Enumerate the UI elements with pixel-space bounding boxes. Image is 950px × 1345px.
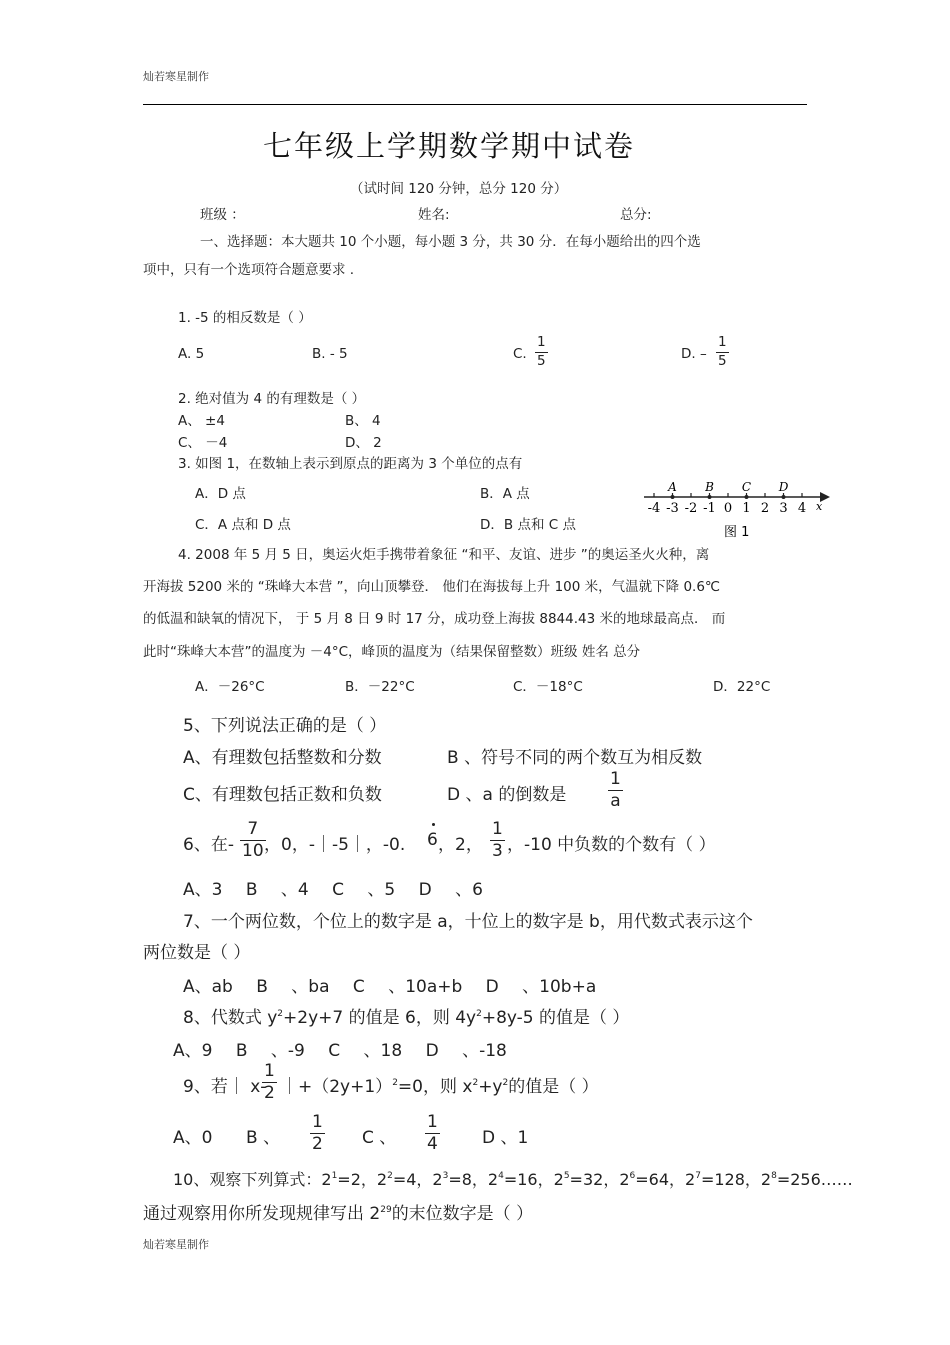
number-line-tick-label: 1 <box>742 501 751 516</box>
q4-option-a: A．－26°C <box>195 679 265 695</box>
q4-line-1: 4. 2008 年 5 月 5 日，奥运火炬手携带着象征 “和平、友谊、进步 ”的奥运圣火火种，离 <box>178 547 710 563</box>
q9-option-c-fraction: $\frac{1}{4}$ <box>427 1112 438 1154</box>
q10-power-exponent: 2 <box>387 1171 393 1181</box>
q1-option-d-label: D. – <box>681 346 707 362</box>
q5-option-d-fraction: $\frac{1}{a}$ <box>610 769 621 811</box>
q2-stem: 2. 绝对值为 4 的有理数是（ ） <box>178 391 366 407</box>
q1-option-b: B. - 5 <box>312 346 348 362</box>
number-line-point <box>671 495 675 499</box>
header-rule <box>143 104 807 105</box>
q2-option-b: B、 4 <box>345 413 381 429</box>
q8-options: A、9 B 、-9 C 、18 D 、-18 <box>173 1041 507 1061</box>
q8-stem: 8、代数式 $y^2+2y+7$ 的值是 6，则 $4y^2+8y-5$ 的值是（ ） <box>183 1008 630 1028</box>
axis-label-x: x <box>816 500 823 513</box>
q2-option-d: D、 2 <box>345 435 382 451</box>
q10-power-result: =16， <box>503 1170 554 1189</box>
q6-repeating-dot <box>432 823 435 826</box>
number-line-tick-label: -1 <box>703 501 716 516</box>
q10-power-exponent: 7 <box>695 1171 701 1181</box>
number-line-point-label: D <box>778 480 789 494</box>
q10-power-result: =128， <box>700 1170 761 1189</box>
q10-power-exponent: 6 <box>629 1171 636 1181</box>
q5-option-b: B 、符号不同的两个数互为相反数 <box>447 748 703 768</box>
q10-power-base: 2 <box>432 1170 443 1189</box>
q9-part-1: 9、若｜ x- <box>183 1077 267 1097</box>
q6-repeating-digit: 6 <box>427 830 438 850</box>
section-instructions-1: 一、选择题：本大题共 10 个小题，每小题 3 分，共 30 分．在每小题给出的四个选 <box>200 234 701 250</box>
q10-line-1: 10、观察下列算式：$2^1=2$，$2^2=4$，$2^3=8$，$2^4=16$，$2^5=32$，$2^6=64$，$2^7=128$，$2^8=256\dots\dots$ <box>173 1170 853 1189</box>
q3-option-a: A．D 点 <box>195 486 246 502</box>
number-line-tick-label: 4 <box>797 501 807 516</box>
q10-power-result: =2， <box>337 1170 377 1189</box>
q10-line-2: 通过观察用你所发现规律写出 $2^{29}$的末位数字是（ ） <box>143 1204 534 1224</box>
q10-power-exponent: 5 <box>563 1171 570 1181</box>
number-line-point-label: A <box>668 480 677 494</box>
q10-power-base: 2 <box>760 1170 772 1189</box>
q10-power-exponent: 1 <box>331 1171 338 1181</box>
q6-part-1: 6、在- <box>183 835 234 855</box>
q3-option-b: B．A 点 <box>480 486 530 502</box>
q4-line-4: 此时“珠峰大本营”的温度为 －4°C，峰顶的温度为（结果保留整数）班级 姓名 总分 <box>143 644 641 660</box>
q9-option-b-fraction: $\frac{1}{2}$ <box>312 1112 323 1154</box>
q10-power-result: =64， <box>635 1170 686 1189</box>
exam-subtitle: （试时间 120 分钟，总分 120 分） <box>350 181 568 197</box>
q1-option-a: A. 5 <box>178 346 205 362</box>
number-line-tick-label: 2 <box>760 501 770 516</box>
q9-option-c: C 、 <box>362 1128 397 1148</box>
q10-power-result: =4， <box>392 1170 433 1189</box>
q10-power-exponent: 4 <box>498 1171 504 1181</box>
q1-stem: 1. -5 的相反数是（ ） <box>178 310 312 326</box>
field-score: 总分: <box>620 207 652 223</box>
q7-line-1: 7、一个两位数，个位上的数字是 a，十位上的数字是 b，用代数式表示这个 <box>183 912 753 932</box>
q6-fraction-1: $\frac{7}{10}$ <box>242 819 264 861</box>
q10-power-base: 2 <box>553 1170 564 1189</box>
q6-options: A、3 B 、4 C 、5 D 、6 <box>183 880 483 900</box>
number-line-tick-label: -4 <box>647 501 661 516</box>
q3-stem: 3. 如图 1，在数轴上表示到原点的距离为 3 个单位的点有 <box>178 456 523 472</box>
q6-fraction-2: $\frac{1}{3}$ <box>492 819 503 861</box>
number-line-point-label: C <box>741 480 752 494</box>
q10-power-exponent: 3 <box>442 1171 449 1181</box>
q10-power-result: =32， <box>569 1170 620 1189</box>
number-line-tick-label: 3 <box>779 501 788 516</box>
figure-caption: 图 1 <box>724 525 750 540</box>
q4-line-3: 的低温和缺氧的情况下， 于 5 月 8 日 9 时 17 分，成功登上海拔 8844.43 米的地球最高点． 而 <box>143 611 726 627</box>
q10-power-base: 2 <box>487 1170 499 1189</box>
q9-option-a: A、0 <box>173 1128 213 1148</box>
number-line-tick-label: 0 <box>723 501 733 516</box>
field-class: 班级 ： <box>200 207 245 223</box>
number-line-point <box>745 495 749 499</box>
q5-stem: 5、下列说法正确的是（ ） <box>183 716 387 736</box>
q1-option-d-fraction: $\frac{1}{5}$ <box>718 334 727 369</box>
q9-option-d: D 、1 <box>482 1128 529 1148</box>
q1-option-c-fraction: $\frac{1}{5}$ <box>537 334 546 369</box>
q7-options: A、ab B 、ba C 、10a+b D 、10b+a <box>183 977 597 997</box>
q10-power-exponent: 8 <box>771 1171 777 1181</box>
q2-option-a: A、 ±4 <box>178 413 225 429</box>
q10-power-base: 2 <box>376 1170 388 1189</box>
q5-option-d: D 、a 的倒数是 <box>447 785 567 805</box>
number-line-tick-label: -3 <box>666 501 679 516</box>
q6-part-3: ，2， <box>438 835 483 855</box>
q9-rest: $|+(2y+1)^2=0$，则 $x^2+y^2$的值是（ ） <box>281 1077 599 1097</box>
q6-part-2: ，0，-｜-5｜，-0. <box>264 835 406 855</box>
q2-option-c: C、 －4 <box>178 435 228 451</box>
q10-power-result: =8， <box>448 1170 488 1189</box>
q5-option-c: C、有理数包括正数和负数 <box>183 785 382 805</box>
footer-label: 灿若寒星制作 <box>143 1238 209 1251</box>
number-line-point <box>782 495 786 499</box>
number-line-tick-label: -2 <box>684 501 698 516</box>
q5-option-a: A、有理数包括整数和分数 <box>183 748 382 768</box>
q10-power-base: 2 <box>619 1170 630 1189</box>
page-title: 七年级上学期数学期中试卷 <box>263 129 636 163</box>
number-line-figure <box>640 478 832 540</box>
number-line-point-label: B <box>705 480 714 494</box>
field-name: 姓名: <box>418 207 450 223</box>
q10-power-result: =256…… <box>776 1170 853 1189</box>
q4-option-b: B．－22°C <box>345 679 415 695</box>
header-label: 灿若寒星制作 <box>143 70 209 83</box>
q6-part-4: ，-10 中负数的个数有（ ） <box>507 835 716 855</box>
q1-option-c-label: C. <box>513 346 527 362</box>
q4-line-2: 开海拔 5200 米的 “珠峰大本营 ”，向山顶攀登． 他们在海拔每上升 100 米，气温就下降 0.6℃ <box>143 579 721 595</box>
q3-option-c: C．A 点和 D 点 <box>195 517 291 533</box>
q9-option-b: B 、 <box>246 1128 281 1148</box>
q4-option-d: D．22°C <box>713 679 771 695</box>
q10-power-base: 2 <box>685 1170 696 1189</box>
number-line-point <box>708 495 712 499</box>
section-instructions-2: 项中，只有一个选项符合题意要求 . <box>143 262 355 278</box>
q10-power-base: 2 <box>321 1170 332 1189</box>
q4-option-c: C．－18°C <box>513 679 583 695</box>
q9-fraction: $\frac{1}{2}$ <box>264 1061 275 1103</box>
q3-option-d: D．B 点和 C 点 <box>480 517 576 533</box>
q7-line-2: 两位数是（ ） <box>143 943 251 963</box>
